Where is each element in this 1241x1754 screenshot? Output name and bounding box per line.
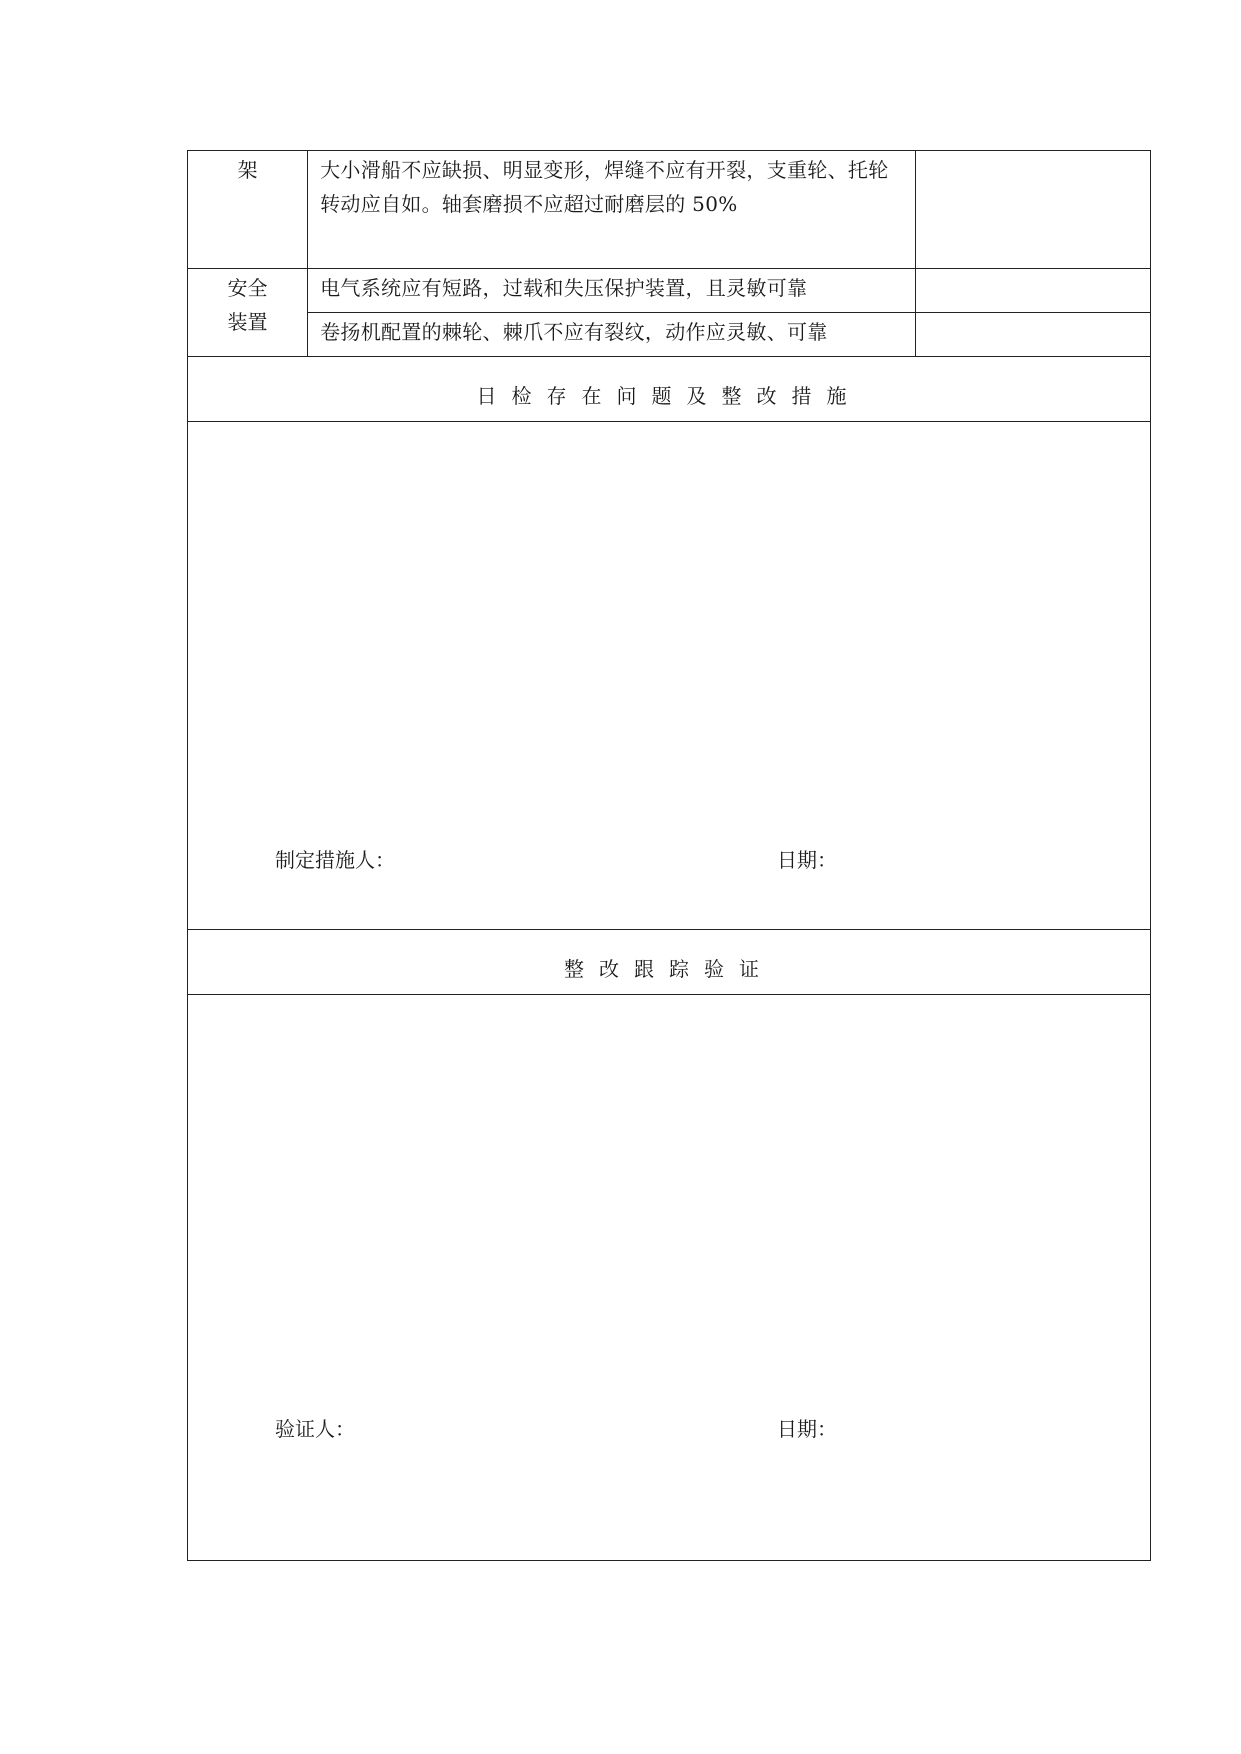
verify-section-title: 整改跟踪验证 [564,957,774,981]
safety-requirement-text-1: 电气系统应有短路，过载和失压保护装置，且灵敏可靠 [320,276,808,300]
safety-requirement-cell-1 [308,269,916,313]
issues-title-cell [188,357,1151,422]
measure-maker-label: 制定措施人： [275,848,395,872]
verify-date-label: 日期： [777,1417,837,1441]
safety-row-1 [188,269,1151,313]
inspection-form-sheet [187,150,1151,1569]
frame-row [188,151,1151,269]
verify-title-cell [188,930,1151,995]
inspection-form-table [187,150,1151,1561]
frame-requirement-text: 大小滑船不应缺损、明显变形，焊缝不应有开裂，支重轮、托轮转动应自如。轴套磨损不应超过耐磨层的 50% [320,158,889,216]
issues-section-title: 日检存在问题及整改措施 [476,384,862,408]
safety-row-2 [188,313,1151,357]
safety-requirement-cell-2 [308,313,916,357]
safety-category-line1: 安全 [227,276,268,300]
frame-category-cell [188,151,308,269]
frame-requirement-cell [308,151,916,269]
verify-writing-area[interactable] [188,995,1150,1560]
frame-result-cell[interactable] [915,151,1150,269]
frame-category-label: 架 [237,158,258,182]
issues-writing-area[interactable] [188,422,1150,929]
verify-body-row [188,995,1151,1561]
safety-requirement-text-2: 卷扬机配置的棘轮、棘爪不应有裂纹，动作应灵敏、可靠 [320,320,828,344]
verify-title-row [188,930,1151,995]
verifier-label: 验证人： [275,1417,355,1441]
issues-body-row [188,422,1151,930]
safety-result-cell-2[interactable] [915,313,1150,357]
safety-category-cell [188,269,308,357]
issues-body-cell[interactable] [188,422,1151,930]
safety-category-line2: 装置 [227,310,268,334]
safety-result-cell-1[interactable] [915,269,1150,313]
issues-title-row [188,357,1151,422]
verify-body-cell[interactable] [188,995,1151,1561]
issues-date-label: 日期： [777,848,837,872]
